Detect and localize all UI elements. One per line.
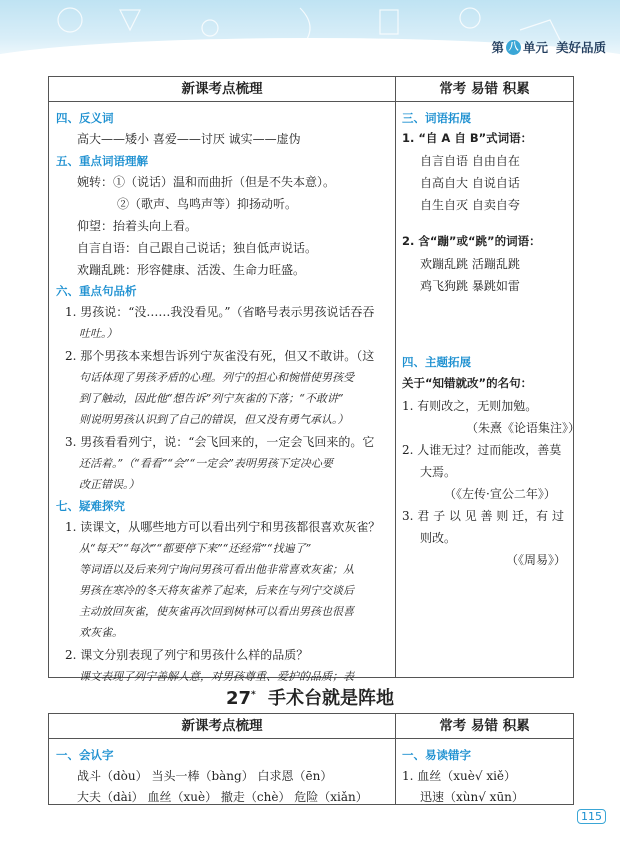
lesson-number: 27 <box>225 688 252 709</box>
definition-line: 婉转：①（说话）温和而曲折（但是不失本意）。 <box>77 175 336 189</box>
unit-badge <box>491 38 606 56</box>
page-number: 115 <box>577 809 606 824</box>
analysis-line: 还活着。”（“看看”“会”“一定会”表明男孩下定决心要 <box>79 457 333 470</box>
section-heading: 四、反义词 <box>56 111 114 125</box>
section-heading: 五、重点词语理解 <box>56 154 148 168</box>
quote-source: （《周易》） <box>506 553 567 567</box>
subheading: 2. 含“蹦”或“跳”的词语： <box>402 234 541 248</box>
lesson-mark: * <box>251 690 256 700</box>
unit-prefix: 第 <box>491 40 504 55</box>
word-line: 鸡飞狗跳 暴跳如雷 <box>420 279 520 293</box>
analysis-line: 改正错误。） <box>79 478 140 491</box>
analysis-line: 吐吐。） <box>79 327 118 340</box>
unit-number: 八 <box>506 40 521 55</box>
analysis-line: 1. 男孩说：“没……我没看见。”（省略号表示男孩说话吞吞 <box>65 305 375 319</box>
left-header: 新课考点梳理 <box>49 77 395 102</box>
right-header: 常考 易错 积累 <box>396 77 573 102</box>
lesson-title <box>0 684 620 710</box>
word-line: 自生自灭 自卖自夸 <box>420 198 520 212</box>
left-column <box>49 77 395 683</box>
word-line: 自高自大 自说自话 <box>420 176 520 190</box>
right-header: 常考 易错 积累 <box>396 714 573 739</box>
definition-line: 自言自语：自己跟自己说话；独自低声说话。 <box>77 241 318 255</box>
section-heading: 六、重点句品析 <box>56 284 137 298</box>
quote-line: 则改。 <box>420 531 457 545</box>
section-heading: 一、易读错字 <box>402 748 471 762</box>
lesson-name: 手术台就是阵地 <box>268 688 395 709</box>
answer-line: 欢灰雀。 <box>79 626 123 639</box>
column-divider <box>395 714 396 804</box>
question-line: 2. 课文分别表现了列宁和男孩什么样的品质？ <box>65 648 309 662</box>
right-column <box>396 77 581 677</box>
pinyin-line: 大夫（dài） 血丝（xuè） 撤走（chè） 危险（xiǎn） <box>77 790 368 804</box>
section-heading: 四、主题拓展 <box>402 355 471 369</box>
analysis-line: 句话体现了男孩矛盾的心理。列宁的担心和惋惜使男孩受 <box>79 371 354 384</box>
study-table-1 <box>48 76 581 683</box>
quote-line: 1. 有则改之，无则加勉。 <box>402 399 538 413</box>
analysis-line: 则说明男孩认识到了自己的错误，但又没有勇气承认。） <box>79 413 349 426</box>
left-header: 新课考点梳理 <box>49 714 395 739</box>
unit-title: 美好品质 <box>555 40 606 55</box>
pinyin-line: 迅速（xùn√ xūn） <box>420 790 524 804</box>
quote-line: 大焉。 <box>420 465 457 479</box>
section-heading: 三、词语拓展 <box>402 111 471 125</box>
analysis-line: 到了触动，因此他“想告诉”列宁灰雀的下落；“不敢讲” <box>79 392 344 405</box>
subheading: 1. “自 A 自 B”式词语： <box>402 131 533 145</box>
definition-line: 仰望：抬着头向上看。 <box>77 219 198 233</box>
pinyin-line: 战斗（dòu） 当头一棒（bàng） 白求恩（ēn） <box>77 769 333 783</box>
analysis-line: 2. 那个男孩本来想告诉列宁灰雀没有死，但又不敢讲。（这 <box>65 349 375 363</box>
word-line: 欢蹦乱跳 活蹦乱跳 <box>420 257 520 271</box>
unit-suffix: 单元 <box>522 40 548 55</box>
pinyin-line: 1. 血丝（xuè√ xiě） <box>402 769 517 783</box>
answer-line: 等词语以及后来列宁询问男孩可看出他非常喜欢灰雀；从 <box>79 563 354 576</box>
quote-line: 2. 人谁无过？过而能改，善莫 <box>402 443 562 457</box>
definition-line: 欢蹦乱跳：形容健康、活泼、生命力旺盛。 <box>77 263 306 277</box>
section-heading: 一、会认字 <box>56 748 114 762</box>
answer-line: 男孩在寒冷的冬天将灰雀养了起来，后来在与列宁交谈后 <box>79 584 354 597</box>
study-table-2 <box>48 713 574 805</box>
analysis-line: 3. 男孩看看列宁，说：“会飞回来的，一定会飞回来的。它 <box>65 435 375 449</box>
definition-line: ②（歌声、鸟鸣声等）抑扬动听。 <box>117 197 298 211</box>
answer-line: 从“每天”“每次”“都要停下来”“还经常”“找遍了” <box>79 542 312 555</box>
question-line: 1. 读课文，从哪些地方可以看出列宁和男孩都很喜欢灰雀？ <box>65 520 381 534</box>
antonym-line: 高大——矮小 喜爱——讨厌 诚实——虚伪 <box>77 132 301 146</box>
word-line: 自言自语 自由自在 <box>420 154 520 168</box>
page-banner <box>0 0 620 70</box>
section-heading: 七、疑难探究 <box>56 499 125 513</box>
answer-line: 课文表现了列宁善解人意，对男孩尊重、爱护的品质；表 <box>79 670 354 683</box>
quote-line: 3. 君 子 以 见 善 则 迁，有 过 <box>402 509 564 523</box>
subheading: 关于“知错就改”的名句： <box>402 376 533 390</box>
answer-line: 主动放回灰雀，使灰雀再次回到树林可以看出男孩也很喜 <box>79 605 354 618</box>
quote-source: （《左传·宣公二年》） <box>444 487 556 501</box>
quote-source: （朱熹《论语集注》） <box>466 421 581 435</box>
